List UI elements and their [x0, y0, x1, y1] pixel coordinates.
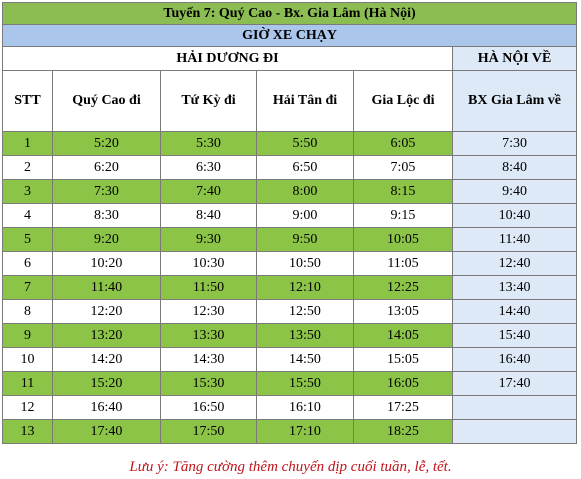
cell-stt: 9: [3, 324, 53, 348]
cell-tu-ky: 12:30: [161, 300, 257, 324]
header-stt: STT: [3, 71, 53, 132]
header-row: [3, 71, 577, 132]
cell-hai-tan: 9:00: [257, 204, 354, 228]
cell-stt: 3: [3, 180, 53, 204]
cell-quy-cao: 12:20: [53, 300, 161, 324]
table-row: [3, 348, 577, 372]
cell-quy-cao: 5:20: [53, 132, 161, 156]
cell-tu-ky: 7:40: [161, 180, 257, 204]
cell-hai-tan: 9:50: [257, 228, 354, 252]
cell-hai-tan: 10:50: [257, 252, 354, 276]
header-quy-cao: Quý Cao đi: [53, 71, 161, 132]
table-row: [3, 180, 577, 204]
cell-tu-ky: 5:30: [161, 132, 257, 156]
header-gia-lam: BX Gia Lâm về: [453, 71, 577, 132]
direction-row: [3, 47, 577, 71]
cell-gia-loc: 8:15: [354, 180, 453, 204]
cell-quy-cao: 17:40: [53, 420, 161, 444]
cell-stt: 12: [3, 396, 53, 420]
table-row: [3, 396, 577, 420]
cell-quy-cao: 16:40: [53, 396, 161, 420]
cell-stt: 5: [3, 228, 53, 252]
cell-tu-ky: 17:50: [161, 420, 257, 444]
cell-gia-loc: 7:05: [354, 156, 453, 180]
cell-gia-lam: 10:40: [453, 204, 577, 228]
table-row: [3, 324, 577, 348]
section-heading: GIỜ XE CHẠY: [3, 25, 577, 47]
cell-gia-lam: 14:40: [453, 300, 577, 324]
cell-gia-lam: 7:30: [453, 132, 577, 156]
cell-gia-loc: 16:05: [354, 372, 453, 396]
cell-gia-loc: 10:05: [354, 228, 453, 252]
cell-quy-cao: 15:20: [53, 372, 161, 396]
cell-stt: 10: [3, 348, 53, 372]
route-title: Tuyến 7: Quý Cao - Bx. Gia Lâm (Hà Nội): [3, 3, 577, 25]
cell-tu-ky: 13:30: [161, 324, 257, 348]
cell-gia-lam: 8:40: [453, 156, 577, 180]
cell-hai-tan: 15:50: [257, 372, 354, 396]
cell-gia-lam: 17:40: [453, 372, 577, 396]
cell-stt: 1: [3, 132, 53, 156]
cell-quy-cao: 13:20: [53, 324, 161, 348]
cell-hai-tan: 8:00: [257, 180, 354, 204]
cell-hai-tan: 12:50: [257, 300, 354, 324]
table-row: [3, 420, 577, 444]
table-row: [3, 276, 577, 300]
table-row: [3, 300, 577, 324]
cell-gia-loc: 17:25: [354, 396, 453, 420]
cell-hai-tan: 5:50: [257, 132, 354, 156]
cell-stt: 2: [3, 156, 53, 180]
cell-stt: 7: [3, 276, 53, 300]
cell-quy-cao: 7:30: [53, 180, 161, 204]
cell-gia-lam: 12:40: [453, 252, 577, 276]
table-row: [3, 132, 577, 156]
cell-tu-ky: 11:50: [161, 276, 257, 300]
cell-quy-cao: 8:30: [53, 204, 161, 228]
table-row: [3, 252, 577, 276]
header-gia-loc: Gia Lộc đi: [354, 71, 453, 132]
cell-tu-ky: 6:30: [161, 156, 257, 180]
cell-gia-loc: 14:05: [354, 324, 453, 348]
header-hai-tan: Hải Tân đi: [257, 71, 354, 132]
direction-return: HÀ NỘI VỀ: [453, 47, 577, 71]
cell-hai-tan: 6:50: [257, 156, 354, 180]
table-row: [3, 204, 577, 228]
timetable: [2, 2, 577, 444]
cell-gia-lam: 15:40: [453, 324, 577, 348]
table-row: [3, 228, 577, 252]
cell-hai-tan: 17:10: [257, 420, 354, 444]
cell-tu-ky: 16:50: [161, 396, 257, 420]
cell-stt: 11: [3, 372, 53, 396]
cell-gia-loc: 6:05: [354, 132, 453, 156]
cell-gia-lam: [453, 396, 577, 420]
title-row: [3, 3, 577, 25]
cell-tu-ky: 8:40: [161, 204, 257, 228]
cell-gia-loc: 13:05: [354, 300, 453, 324]
cell-gia-loc: 15:05: [354, 348, 453, 372]
cell-gia-lam: 9:40: [453, 180, 577, 204]
table-row: [3, 372, 577, 396]
cell-tu-ky: 14:30: [161, 348, 257, 372]
cell-gia-lam: 13:40: [453, 276, 577, 300]
cell-tu-ky: 15:30: [161, 372, 257, 396]
cell-gia-loc: 12:25: [354, 276, 453, 300]
cell-quy-cao: 10:20: [53, 252, 161, 276]
cell-tu-ky: 10:30: [161, 252, 257, 276]
cell-tu-ky: 9:30: [161, 228, 257, 252]
cell-gia-lam: 16:40: [453, 348, 577, 372]
cell-gia-lam: 11:40: [453, 228, 577, 252]
cell-quy-cao: 6:20: [53, 156, 161, 180]
cell-hai-tan: 12:10: [257, 276, 354, 300]
table-row: [3, 156, 577, 180]
cell-gia-loc: 11:05: [354, 252, 453, 276]
cell-gia-loc: 18:25: [354, 420, 453, 444]
cell-quy-cao: 14:20: [53, 348, 161, 372]
footnote: Lưu ý: Tăng cường thêm chuyến dịp cuối tuần, lễ, tết.: [129, 459, 452, 475]
cell-stt: 6: [3, 252, 53, 276]
cell-hai-tan: 16:10: [257, 396, 354, 420]
cell-hai-tan: 13:50: [257, 324, 354, 348]
cell-stt: 13: [3, 420, 53, 444]
cell-hai-tan: 14:50: [257, 348, 354, 372]
section-row: [3, 25, 577, 47]
cell-gia-lam: [453, 420, 577, 444]
cell-stt: 4: [3, 204, 53, 228]
direction-outbound: HẢI DƯƠNG ĐI: [3, 47, 453, 71]
cell-stt: 8: [3, 300, 53, 324]
cell-quy-cao: 9:20: [53, 228, 161, 252]
header-tu-ky: Tứ Kỳ đi: [161, 71, 257, 132]
cell-quy-cao: 11:40: [53, 276, 161, 300]
cell-gia-loc: 9:15: [354, 204, 453, 228]
